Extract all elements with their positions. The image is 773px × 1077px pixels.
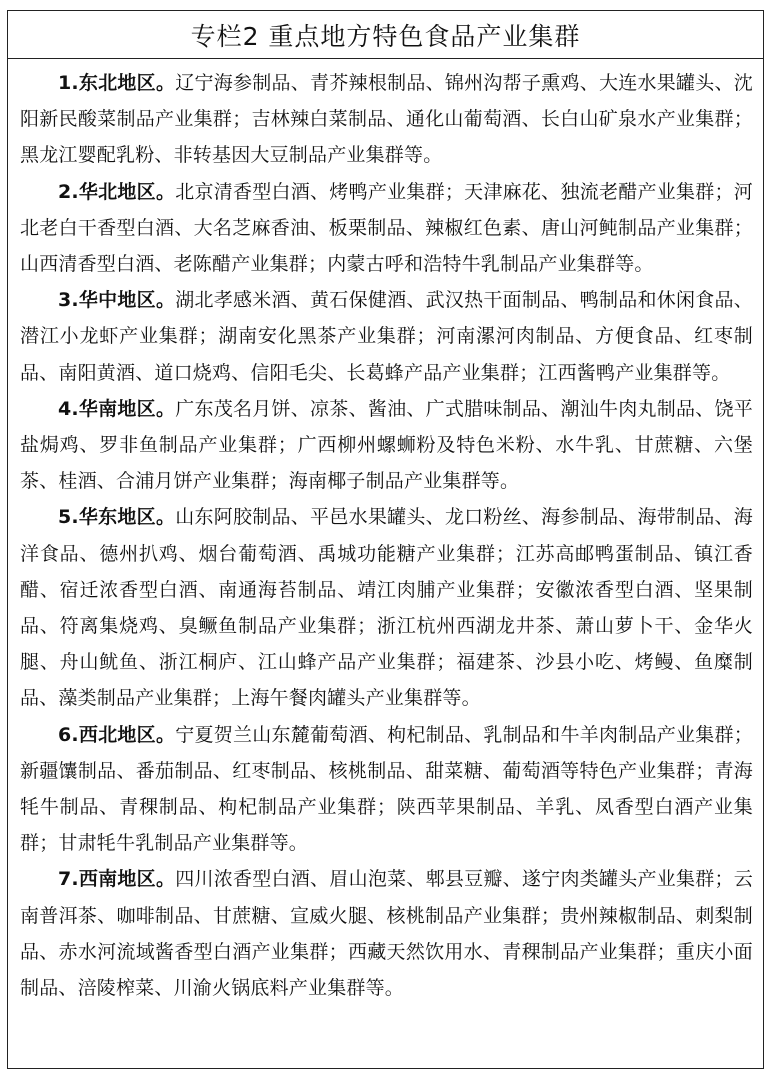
region-heading: 1.东北地区。	[58, 72, 176, 94]
region-text: 广东茂名月饼、凉茶、酱油、广式腊味制品、潮汕牛肉丸制品、饶平盐焗鸡、罗非鱼制品产业集群；广西柳州螺蛳粉及特色米粉、水牛乳、甘蔗糖、六堡茶、桂酒、合浦月饼产业集群；海南椰子制品产业集群等。	[20, 397, 753, 493]
section-east	[20, 499, 753, 716]
box-title: 专栏2 重点地方特色食品产业集群	[190, 21, 581, 51]
region-text: 四川浓香型白酒、眉山泡菜、郫县豆瓣、遂宁肉类罐头产业集群；云南普洱茶、咖啡制品、甘蔗糖、宣威火腿、核桃制品产业集群；贵州辣椒制品、刺梨制品、赤水河流域酱香型白酒产业集群；西藏天然饮用水、青稞制品产业集群；重庆小面制品、涪陵榨菜、川渝火锅底料产业集群等。	[20, 868, 753, 1000]
section-northeast	[20, 65, 753, 174]
region-heading: 3.华中地区。	[58, 289, 176, 312]
region-text: 北京清香型白酒、烤鸭产业集群；天津麻花、独流老醋产业集群；河北老白干香型白酒、大名芝麻香油、板栗制品、辣椒红色素、唐山河鲀制品产业集群；山西清香型白酒、老陈醋产业集群；内蒙古呼和浩特牛乳制品产业集群等。	[20, 180, 753, 276]
region-heading: 7.西南地区。	[58, 868, 176, 891]
feature-box	[7, 10, 764, 1069]
section-northwest	[20, 717, 753, 862]
section-north	[20, 174, 753, 283]
region-text: 山东阿胶制品、平邑水果罐头、龙口粉丝、海参制品、海带制品、海洋食品、德州扒鸡、烟台葡萄酒、禹城功能糖产业集群；江苏高邮鸭蛋制品、镇江香醋、宿迁浓香型白酒、南通海苔制品、靖江肉脯产业集群；安徽浓香型白酒、坚果制品、符离集烧鸡、臭鳜鱼制品产业集群；浙江杭州西湖龙井茶、萧山萝卜干、金华火腿、舟山鱿鱼、浙江桐庐、江山蜂产品产业集群；福建茶、沙县小吃、烤鳗、鱼糜制品、藻类制品产业集群；上海午餐肉罐头产业集群等。	[20, 506, 753, 710]
region-heading: 2.华北地区。	[58, 180, 176, 203]
region-text: 宁夏贺兰山东麓葡萄酒、枸杞制品、乳制品和牛羊肉制品产业集群；新疆馕制品、番茄制品、红枣制品、核桃制品、甜菜糖、葡萄酒等特色产业集群；青海牦牛制品、青稞制品、枸杞制品产业集群；陕西苹果制品、羊乳、凤香型白酒产业集群；甘肃牦牛乳制品产业集群等。	[20, 723, 753, 855]
region-heading: 6.西北地区。	[58, 723, 176, 746]
title-row	[8, 11, 763, 59]
section-southwest	[20, 861, 753, 1006]
box-content	[8, 59, 763, 1006]
region-heading: 4.华南地区。	[58, 397, 176, 420]
region-text: 湖北孝感米酒、黄石保健酒、武汉热干面制品、鸭制品和休闲食品、潜江小龙虾产业集群；湖南安化黑茶产业集群；河南漯河肉制品、方便食品、红枣制品、南阳黄酒、道口烧鸡、信阳毛尖、长葛蜂产品产业集群；江西酱鸭产业集群等。	[20, 289, 753, 384]
region-heading: 5.华东地区。	[58, 506, 176, 529]
section-south	[20, 391, 753, 500]
section-central	[20, 282, 753, 391]
region-text: 辽宁海参制品、青芥辣根制品、锦州沟帮子熏鸡、大连水果罐头、沈阳新民酸菜制品产业集群；吉林辣白菜制品、通化山葡萄酒、长白山矿泉水产业集群；黑龙江婴配乳粉、非转基因大豆制品产业集群等。	[20, 72, 753, 167]
